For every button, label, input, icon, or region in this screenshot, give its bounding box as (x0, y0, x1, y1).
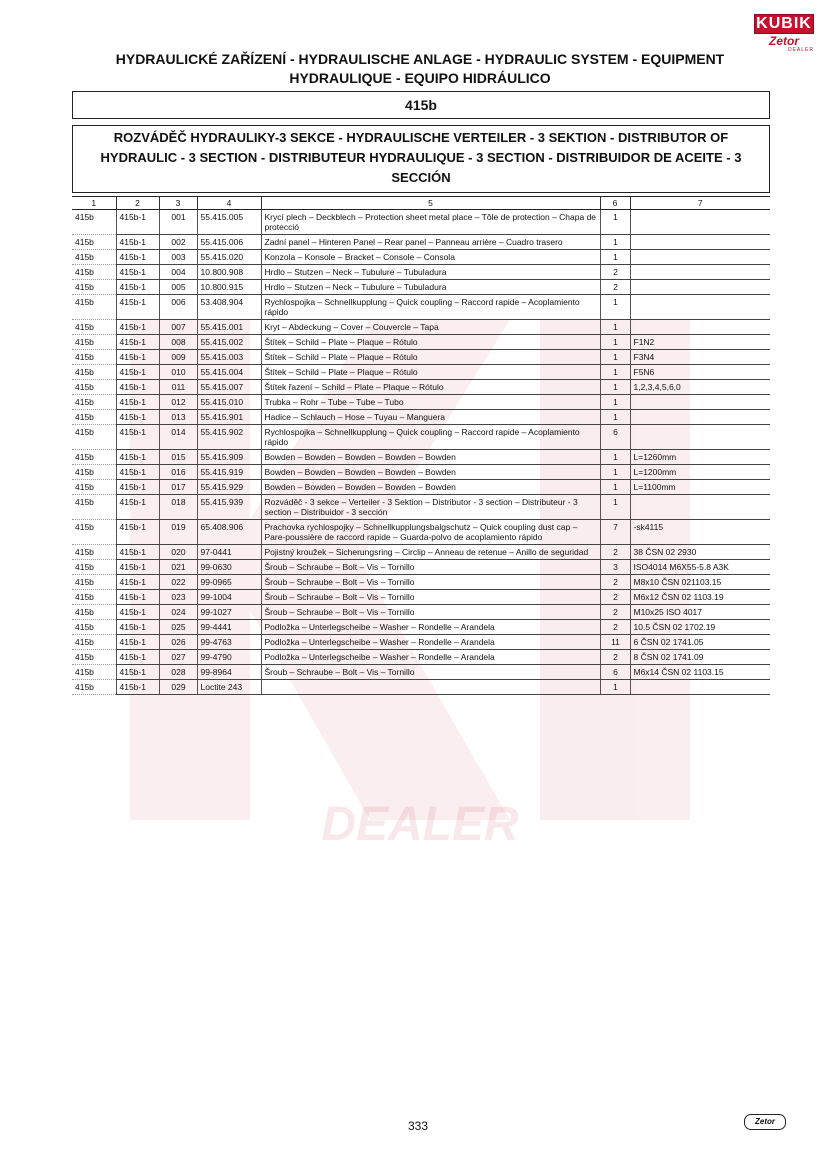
figure-cell: 415b-1 (116, 395, 159, 410)
figure-cell: 415b-1 (116, 410, 159, 425)
item-number-cell: 001 (159, 210, 197, 235)
part-number-cell: 99-4790 (197, 650, 261, 665)
position-cell: 415b (72, 635, 116, 650)
part-number-cell: 10.800.915 (197, 280, 261, 295)
position-cell: 415b (72, 665, 116, 680)
item-number-cell: 004 (159, 265, 197, 280)
position-cell: 415b (72, 575, 116, 590)
description-cell: Šroub – Schraube – Bolt – Vis – Tornillo (261, 575, 600, 590)
position-cell: 415b (72, 680, 116, 695)
description-cell: Štítek – Schild – Plate – Plaque – Rótulo (261, 350, 600, 365)
description-cell (261, 680, 600, 695)
column-header: 3 (159, 197, 197, 210)
quantity-cell: 1 (600, 450, 630, 465)
note-cell (630, 410, 770, 425)
item-number-cell: 002 (159, 235, 197, 250)
note-cell: 1,2,3,4,5,6,0 (630, 380, 770, 395)
part-number-cell: 99-4441 (197, 620, 261, 635)
quantity-cell: 2 (600, 545, 630, 560)
description-cell: Rozváděč - 3 sekce – Verteiler - 3 Sektion – Distributor - 3 section – Distributeur - 3 section – Distribuidor - 3 sección (261, 495, 600, 520)
quantity-cell: 1 (600, 380, 630, 395)
position-cell: 415b (72, 465, 116, 480)
position-cell: 415b (72, 480, 116, 495)
figure-cell: 415b-1 (116, 235, 159, 250)
part-number-cell: 10.800.908 (197, 265, 261, 280)
part-number-cell: 55.415.929 (197, 480, 261, 495)
part-number-cell: 55.415.010 (197, 395, 261, 410)
item-number-cell: 013 (159, 410, 197, 425)
table-row (72, 465, 770, 480)
part-number-cell: 99-1027 (197, 605, 261, 620)
figure-cell: 415b-1 (116, 665, 159, 680)
position-cell: 415b (72, 650, 116, 665)
position-cell: 415b (72, 365, 116, 380)
quantity-cell: 1 (600, 320, 630, 335)
description-cell: Pojistný kroužek – Sicherungsring – Circlip – Anneau de retenue – Anillo de seguridad (261, 545, 600, 560)
note-cell: M6x12 ČSN 02 1103.19 (630, 590, 770, 605)
description-cell: Rychlospojka – Schnellkupplung – Quick coupling – Raccord rapide – Acoplamiento rápido (261, 295, 600, 320)
item-number-cell: 016 (159, 465, 197, 480)
part-number-cell: 99-0630 (197, 560, 261, 575)
item-number-cell: 008 (159, 335, 197, 350)
figure-cell: 415b-1 (116, 495, 159, 520)
table-row (72, 250, 770, 265)
description-cell: Šroub – Schraube – Bolt – Vis – Tornillo (261, 590, 600, 605)
item-number-cell: 026 (159, 635, 197, 650)
column-header: 4 (197, 197, 261, 210)
part-number-cell: 55.415.020 (197, 250, 261, 265)
description-cell: Rychlospojka – Schnellkupplung – Quick coupling – Raccord rapide – Acoplamiento rápido (261, 425, 600, 450)
position-cell: 415b (72, 620, 116, 635)
position-cell: 415b (72, 250, 116, 265)
figure-cell: 415b-1 (116, 350, 159, 365)
figure-cell: 415b-1 (116, 450, 159, 465)
column-header: 1 (72, 197, 116, 210)
watermark-dealer-text: DEALER (321, 798, 519, 851)
note-cell (630, 280, 770, 295)
table-row (72, 265, 770, 280)
quantity-cell: 2 (600, 575, 630, 590)
figure-cell: 415b-1 (116, 380, 159, 395)
dealer-badge-text: DEALER (787, 47, 814, 53)
table-row (72, 635, 770, 650)
page-title-line-2: HYDRAULIQUE - EQUIPO HIDRÁULICO (289, 70, 551, 86)
table-row (72, 545, 770, 560)
description-cell: Hrdlo – Stutzen – Neck – Tubulure – Tubuladura (261, 265, 600, 280)
table-row (72, 350, 770, 365)
table-row (72, 450, 770, 465)
note-cell: 38 ČSN 02 2930 (630, 545, 770, 560)
kubik-brand-text: KUBIK (754, 14, 814, 34)
part-number-cell: 55.415.005 (197, 210, 261, 235)
zetor-brand-text: Zetor (769, 34, 799, 48)
table-row (72, 480, 770, 495)
figure-cell: 415b-1 (116, 265, 159, 280)
note-cell (630, 210, 770, 235)
position-cell: 415b (72, 350, 116, 365)
note-cell: 10.5 ČSN 02 1702.19 (630, 620, 770, 635)
quantity-cell: 2 (600, 620, 630, 635)
item-number-cell: 003 (159, 250, 197, 265)
item-number-cell: 010 (159, 365, 197, 380)
quantity-cell: 1 (600, 250, 630, 265)
item-number-cell: 023 (159, 590, 197, 605)
quantity-cell: 2 (600, 650, 630, 665)
table-row (72, 680, 770, 695)
part-number-cell: 99-0965 (197, 575, 261, 590)
note-cell (630, 250, 770, 265)
note-cell: M10x25 ISO 4017 (630, 605, 770, 620)
position-cell: 415b (72, 425, 116, 450)
quantity-cell: 1 (600, 210, 630, 235)
quantity-cell: 2 (600, 265, 630, 280)
note-cell (630, 320, 770, 335)
figure-cell: 415b-1 (116, 620, 159, 635)
part-number-cell: 99-1004 (197, 590, 261, 605)
table-row (72, 590, 770, 605)
quantity-cell: 1 (600, 495, 630, 520)
note-cell (630, 680, 770, 695)
column-header: 5 (261, 197, 600, 210)
description-cell: Prachovka rychlospojky – Schnellkupplungsbalgschutz – Quick coupling dust cap – Pare-poussière de raccord rapide – Guarda-polvo de acoplamiento rápido (261, 520, 600, 545)
table-row (72, 335, 770, 350)
position-cell: 415b (72, 295, 116, 320)
group-title: ROZVÁDĚČ HYDRAULIKY-3 SEKCE - HYDRAULISCHE VERTEILER - 3 SEKTION - DISTRIBUTOR OF HYDRAULIC - 3 SECTION - DISTRIBUTEUR HYDRAULIQUE - 3 SECTION - DISTRIBUIDOR DE ACEITE - 3 SECCIÓN (72, 125, 770, 193)
item-number-cell: 028 (159, 665, 197, 680)
note-cell: 8 ČSN 02 1741.09 (630, 650, 770, 665)
item-number-cell: 015 (159, 450, 197, 465)
description-cell: Štítek řazení – Schild – Plate – Plaque – Rótulo (261, 380, 600, 395)
figure-cell: 415b-1 (116, 295, 159, 320)
quantity-cell: 1 (600, 410, 630, 425)
figure-cell: 415b-1 (116, 335, 159, 350)
description-cell: Podložka – Unterlegscheibe – Washer – Rondelle – Arandela (261, 650, 600, 665)
figure-cell: 415b-1 (116, 560, 159, 575)
figure-cell: 415b-1 (116, 520, 159, 545)
parts-table (72, 196, 770, 695)
position-cell: 415b (72, 410, 116, 425)
table-row (72, 425, 770, 450)
figure-cell: 415b-1 (116, 320, 159, 335)
kubik-zetor-logo (754, 14, 814, 53)
description-cell: Hadice – Schlauch – Hose – Tuyau – Manguera (261, 410, 600, 425)
note-cell: F5N6 (630, 365, 770, 380)
position-cell: 415b (72, 265, 116, 280)
table-row (72, 395, 770, 410)
figure-cell: 415b-1 (116, 650, 159, 665)
zetor-footer-logo: Zetor (744, 1114, 786, 1130)
item-number-cell: 014 (159, 425, 197, 450)
quantity-cell: 6 (600, 665, 630, 680)
item-number-cell: 018 (159, 495, 197, 520)
description-cell: Štítek – Schild – Plate – Plaque – Rótulo (261, 335, 600, 350)
figure-cell: 415b-1 (116, 365, 159, 380)
quantity-cell: 1 (600, 335, 630, 350)
description-cell: Zadní panel – Hinteren Panel – Rear panel – Panneau arrière – Cuadro trasero (261, 235, 600, 250)
note-cell: -sk4115 (630, 520, 770, 545)
quantity-cell: 1 (600, 295, 630, 320)
quantity-cell: 1 (600, 235, 630, 250)
note-cell (630, 395, 770, 410)
description-cell: Šroub – Schraube – Bolt – Vis – Tornillo (261, 560, 600, 575)
page-title (80, 50, 760, 88)
part-number-cell: 55.415.939 (197, 495, 261, 520)
note-cell: F1N2 (630, 335, 770, 350)
part-number-cell: 97-0441 (197, 545, 261, 560)
quantity-cell: 6 (600, 425, 630, 450)
figure-cell: 415b-1 (116, 635, 159, 650)
position-cell: 415b (72, 380, 116, 395)
position-cell: 415b (72, 560, 116, 575)
part-number-cell: 99-4763 (197, 635, 261, 650)
figure-cell: 415b-1 (116, 425, 159, 450)
quantity-cell: 1 (600, 350, 630, 365)
table-row (72, 365, 770, 380)
table-row (72, 410, 770, 425)
part-number-cell: 65.408.906 (197, 520, 261, 545)
quantity-cell: 1 (600, 480, 630, 495)
note-cell: L=1200mm (630, 465, 770, 480)
column-header: 2 (116, 197, 159, 210)
table-row (72, 280, 770, 295)
table-row (72, 295, 770, 320)
quantity-cell: 2 (600, 590, 630, 605)
position-cell: 415b (72, 280, 116, 295)
figure-cell: 415b-1 (116, 680, 159, 695)
section-code: 415b (72, 91, 770, 119)
note-cell: M6x14 ČSN 02 1103.15 (630, 665, 770, 680)
description-cell: Bowden – Bowden – Bowden – Bowden – Bowden (261, 450, 600, 465)
part-number-cell: 55.415.001 (197, 320, 261, 335)
item-number-cell: 021 (159, 560, 197, 575)
part-number-cell: 55.415.006 (197, 235, 261, 250)
item-number-cell: 027 (159, 650, 197, 665)
description-cell: Šroub – Schraube – Bolt – Vis – Tornillo (261, 665, 600, 680)
note-cell: M8x10 ČSN 021103.15 (630, 575, 770, 590)
item-number-cell: 012 (159, 395, 197, 410)
item-number-cell: 020 (159, 545, 197, 560)
position-cell: 415b (72, 320, 116, 335)
figure-cell: 415b-1 (116, 605, 159, 620)
description-cell: Kryt – Abdeckung – Cover – Couvercle – Tapa (261, 320, 600, 335)
part-number-cell: 55.415.901 (197, 410, 261, 425)
description-cell: Konzola – Konsole – Bracket – Console – Consola (261, 250, 600, 265)
part-number-cell: 53.408.904 (197, 295, 261, 320)
item-number-cell: 007 (159, 320, 197, 335)
note-cell (630, 265, 770, 280)
table-row (72, 320, 770, 335)
position-cell: 415b (72, 335, 116, 350)
item-number-cell: 022 (159, 575, 197, 590)
table-row (72, 650, 770, 665)
figure-cell: 415b-1 (116, 480, 159, 495)
quantity-cell: 2 (600, 280, 630, 295)
page-title-line-1: HYDRAULICKÉ ZAŘÍZENÍ - HYDRAULISCHE ANLAGE - HYDRAULIC SYSTEM - EQUIPMENT (115, 51, 725, 67)
figure-cell: 415b-1 (116, 280, 159, 295)
quantity-cell: 3 (600, 560, 630, 575)
quantity-cell: 1 (600, 365, 630, 380)
page-number: 333 (407, 1119, 429, 1133)
position-cell: 415b (72, 590, 116, 605)
description-cell: Bowden – Bowden – Bowden – Bowden – Bowden (261, 480, 600, 495)
part-number-cell: 55.415.004 (197, 365, 261, 380)
part-number-cell: 55.415.007 (197, 380, 261, 395)
note-cell (630, 425, 770, 450)
position-cell: 415b (72, 210, 116, 235)
item-number-cell: 025 (159, 620, 197, 635)
quantity-cell: 2 (600, 605, 630, 620)
description-cell: Krycí plech – Deckblech – Protection sheet metal place – Tôle de protection – Chapa de protecció (261, 210, 600, 235)
note-cell: ISO4014 M6X55-5.8 A3K (630, 560, 770, 575)
item-number-cell: 006 (159, 295, 197, 320)
item-number-cell: 011 (159, 380, 197, 395)
column-header: 6 (600, 197, 630, 210)
item-number-cell: 024 (159, 605, 197, 620)
table-row (72, 210, 770, 235)
note-cell (630, 495, 770, 520)
item-number-cell: 019 (159, 520, 197, 545)
table-row (72, 495, 770, 520)
figure-cell: 415b-1 (116, 210, 159, 235)
item-number-cell: 017 (159, 480, 197, 495)
description-cell: Bowden – Bowden – Bowden – Bowden – Bowden (261, 465, 600, 480)
description-cell: Podložka – Unterlegscheibe – Washer – Rondelle – Arandela (261, 620, 600, 635)
description-cell: Trubka – Rohr – Tube – Tube – Tubo (261, 395, 600, 410)
item-number-cell: 005 (159, 280, 197, 295)
column-header: 7 (630, 197, 770, 210)
note-cell: L=1260mm (630, 450, 770, 465)
position-cell: 415b (72, 450, 116, 465)
figure-cell: 415b-1 (116, 590, 159, 605)
position-cell: 415b (72, 520, 116, 545)
note-cell: F3N4 (630, 350, 770, 365)
note-cell: 6 ČSN 02 1741.05 (630, 635, 770, 650)
description-cell: Štítek – Schild – Plate – Plaque – Rótulo (261, 365, 600, 380)
quantity-cell: 11 (600, 635, 630, 650)
description-cell: Šroub – Schraube – Bolt – Vis – Tornillo (261, 605, 600, 620)
table-header-row (72, 197, 770, 210)
quantity-cell: 1 (600, 395, 630, 410)
quantity-cell: 1 (600, 680, 630, 695)
note-cell (630, 295, 770, 320)
item-number-cell: 009 (159, 350, 197, 365)
parts-table-body (72, 210, 770, 695)
part-number-cell: 55.415.003 (197, 350, 261, 365)
part-number-cell: 55.415.919 (197, 465, 261, 480)
table-row (72, 620, 770, 635)
part-number-cell: 55.415.002 (197, 335, 261, 350)
note-cell: L=1100mm (630, 480, 770, 495)
figure-cell: 415b-1 (116, 250, 159, 265)
item-number-cell: 029 (159, 680, 197, 695)
part-number-cell: Loctite 243 (197, 680, 261, 695)
note-cell (630, 235, 770, 250)
position-cell: 415b (72, 495, 116, 520)
figure-cell: 415b-1 (116, 545, 159, 560)
part-number-cell: 55.415.909 (197, 450, 261, 465)
position-cell: 415b (72, 605, 116, 620)
position-cell: 415b (72, 395, 116, 410)
table-row (72, 605, 770, 620)
table-row (72, 235, 770, 250)
figure-cell: 415b-1 (116, 465, 159, 480)
figure-cell: 415b-1 (116, 575, 159, 590)
part-number-cell: 55.415.902 (197, 425, 261, 450)
description-cell: Hrdlo – Stutzen – Neck – Tubulure – Tubuladura (261, 280, 600, 295)
table-row (72, 575, 770, 590)
description-cell: Podložka – Unterlegscheibe – Washer – Rondelle – Arandela (261, 635, 600, 650)
table-row (72, 520, 770, 545)
table-row (72, 665, 770, 680)
part-number-cell: 99-8964 (197, 665, 261, 680)
quantity-cell: 7 (600, 520, 630, 545)
position-cell: 415b (72, 235, 116, 250)
table-row (72, 560, 770, 575)
position-cell: 415b (72, 545, 116, 560)
table-row (72, 380, 770, 395)
quantity-cell: 1 (600, 465, 630, 480)
